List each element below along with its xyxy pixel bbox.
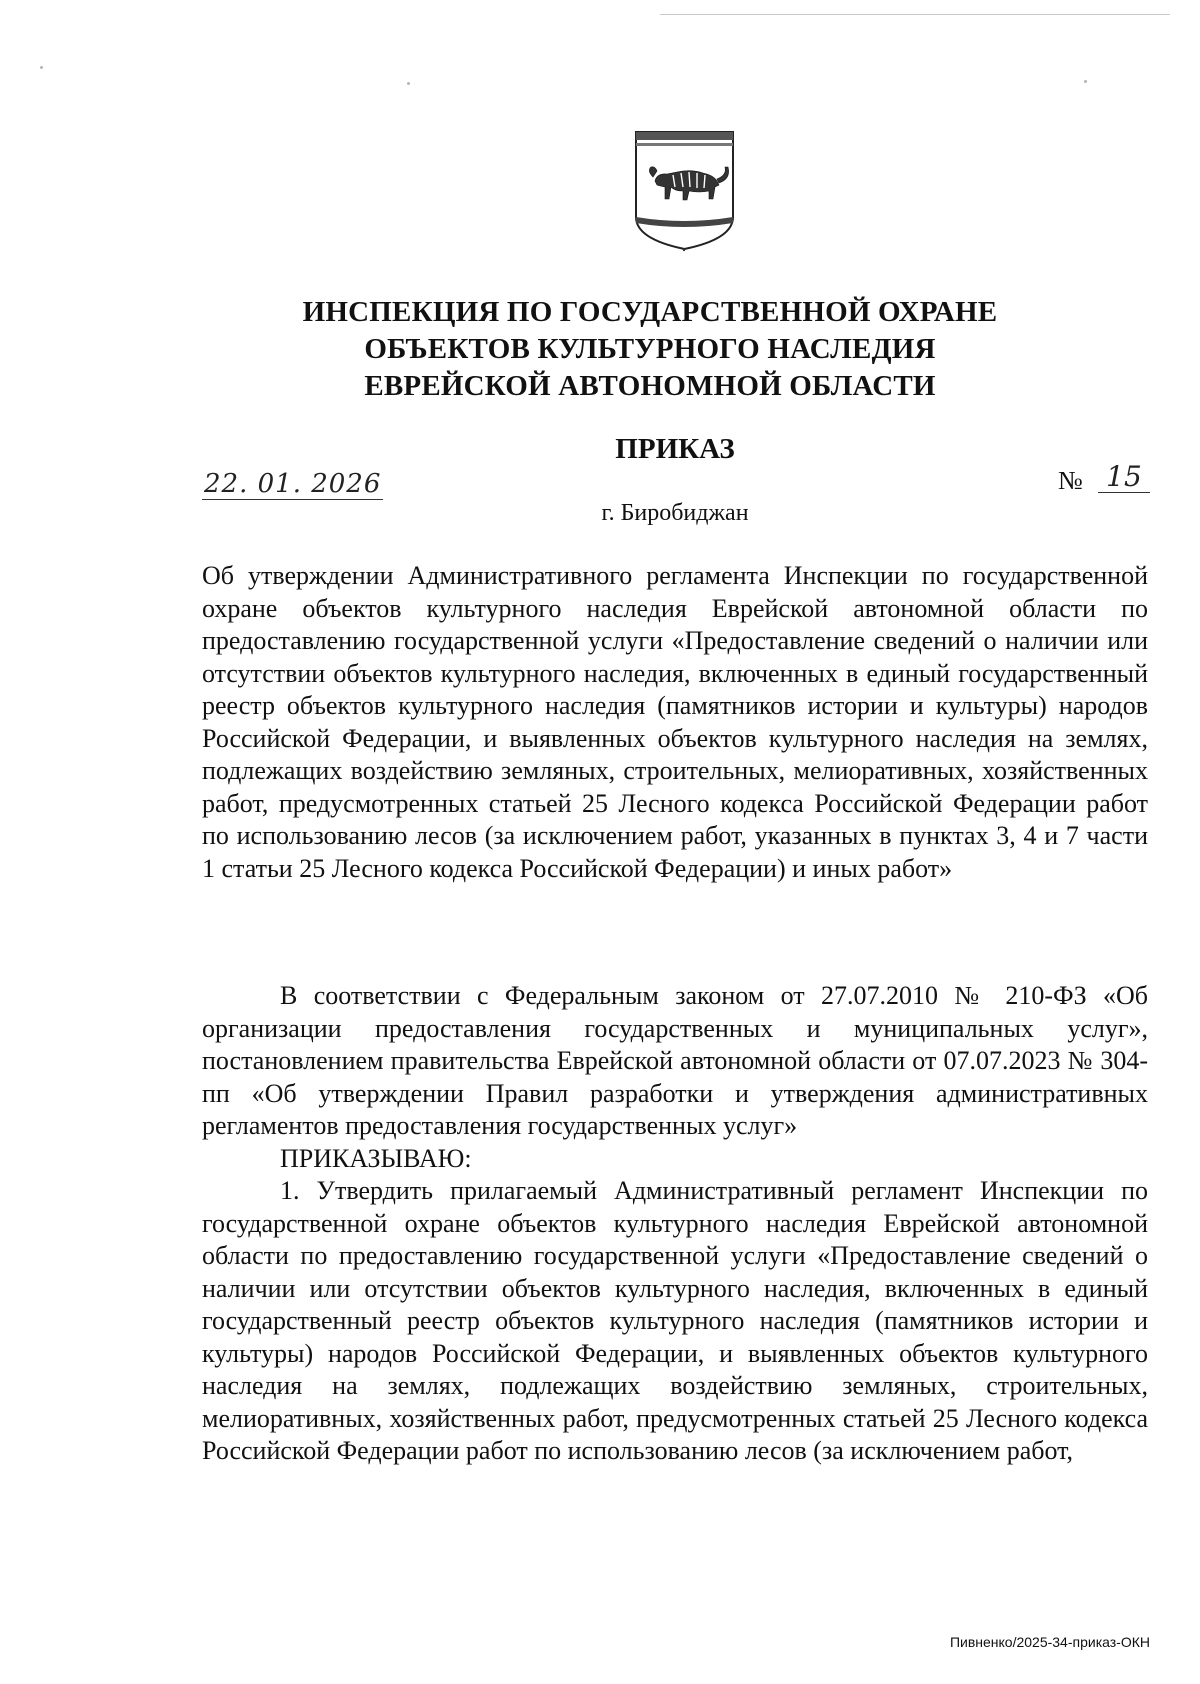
preamble-paragraph: В соответствии с Федеральным законом от 27.07.2010 № 210-ФЗ «Об организации предоставления государственных и муниципальных услуг», постановлением правительства Еврейской автономной области от 07.07.2023 № 304-пп «Об утверждении Правил разработки и утверждения административных регламентов предоставления государственных услуг» [202, 981, 1148, 1140]
organization-name-line-1: ИНСПЕКЦИЯ ПО ГОСУДАРСТВЕННОЙ ОХРАНЕ [302, 296, 998, 328]
scan-artifact-line [660, 14, 1170, 15]
handwritten-order-number: 15 [1098, 462, 1150, 493]
city-name: г. Биробиджан [601, 500, 749, 526]
document-code: Пивненко/2025-34-приказ-ОКН [949, 1634, 1150, 1650]
handwritten-date: 22. 01. 2026 [204, 469, 382, 499]
organization-name-line-3: ЕВРЕЙСКОЙ АВТОНОМНОЙ ОБЛАСТИ [364, 370, 936, 402]
order-body [202, 980, 1148, 1468]
order-subject: Об утверждении Административного регламента Инспекции по государственной охране объектов культурного наследия Еврейской автономной области по предоставлению государственной услуги «Предоставление сведений о наличии или отсутствии объектов культурного наследия, включенных в единый государственный реестр объектов культурного наследия (памятников истории и культуры) народов Российской Федерации, и выявленных объектов культурного наследия на землях, подлежащих воздействию земляных, строительных, мелиоративных, хозяйственных работ, предусмотренных статьей 25 Лесного кодекса Российской Федерации работ по использованию лесов (за исключением работ, указанных в пунктах 3, 4 и 7 части 1 статьи 25 Лесного кодекса Российской Федерации) и иных работ» [202, 561, 1148, 883]
document-type-title: ПРИКАЗ [615, 433, 735, 465]
order-directive-word: ПРИКАЗЫВАЮ: [280, 1143, 472, 1173]
scan-artifact-dot [40, 66, 43, 69]
coat-of-arms-emblem [633, 129, 736, 252]
number-label: № [1058, 466, 1083, 495]
order-item-1: 1. Утвердить прилагаемый Административный регламент Инспекции по государственной охране объектов культурного наследия Еврейской автономной области по предоставлению государственной услуги «Предоставление сведений о наличии или отсутствии объектов культурного наследия, включенных в единый государственный реестр объектов культурного наследия (памятников истории и культуры) народов Российской Федерации, и выявленных объектов культурного наследия на землях, подлежащих воздействию земляных, строительных, мелиоративных, хозяйственных работ, предусмотренных статьей 25 Лесного кодекса Российской Федерации работ по использованию лесов (за исключением работ, [202, 1176, 1148, 1465]
scan-artifact-dot [407, 82, 410, 85]
scan-artifact-dot [1084, 80, 1087, 83]
organization-name [200, 294, 1100, 405]
organization-name-line-2: ОБЪЕКТОВ КУЛЬТУРНОГО НАСЛЕДИЯ [364, 333, 936, 365]
